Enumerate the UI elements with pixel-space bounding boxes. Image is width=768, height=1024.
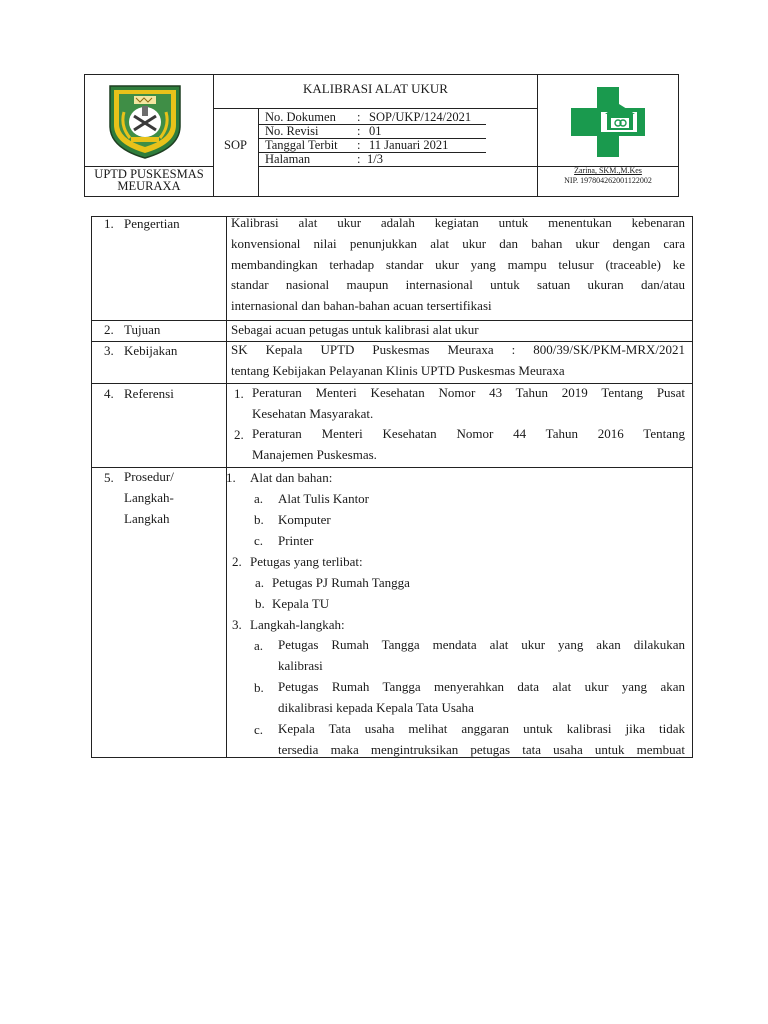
- row-label: Langkah-: [124, 489, 174, 505]
- puskesmas-logo-icon: [567, 84, 649, 160]
- meta-label-tanggal-terbit: Tanggal Terbit: [265, 138, 338, 152]
- sub-letter: c.: [254, 533, 264, 548]
- sub-letter: b.: [254, 680, 264, 695]
- text-line: internasional dan bahan-bahan acuan tersertifikasi: [231, 298, 492, 314]
- sub-letter: c.: [254, 722, 264, 737]
- sub-letter: a.: [254, 638, 264, 653]
- row-number: 2.: [104, 322, 114, 337]
- list-item-text: Peraturan Menteri Kesehatan Nomor 44 Tahun 2016 Tentang: [252, 426, 685, 441]
- meta-sep: :: [357, 110, 361, 124]
- signatory-name: Zarina, SKM.,M.Kes: [574, 166, 642, 175]
- sub-item-text: Petugas PJ Rumah Tangga: [272, 575, 410, 590]
- meta-value-no-revisi: 01: [369, 124, 382, 138]
- text-line: konvensional nilai penunjukkan alat ukur dan bahan ukur dengan cara: [231, 235, 685, 251]
- sub-letter: a.: [255, 575, 265, 590]
- row-label: Langkah: [124, 510, 170, 526]
- list-number: 1.: [234, 386, 244, 401]
- row-number: 5.: [104, 470, 114, 485]
- sub-item-text: Petugas Rumah Tangga mendata alat ukur yang akan dilakukan: [278, 637, 685, 652]
- meta-value-tanggal-terbit: 11 Januari 2021: [369, 138, 449, 152]
- list-number: 2.: [234, 427, 244, 442]
- section-number: 1.: [226, 470, 236, 485]
- row-label: Referensi: [124, 386, 174, 401]
- signatory-nip: NIP. 197804262001122002: [564, 175, 652, 185]
- row-label: Tujuan: [124, 322, 161, 337]
- row-number: 4.: [104, 386, 114, 401]
- meta-label-no-dokumen: No. Dokumen: [265, 110, 336, 124]
- text-line: standar nasional maupun internasional untuk satuan ukuran dan/atau: [231, 277, 685, 293]
- sub-letter: b.: [255, 596, 265, 611]
- meta-sep: :: [357, 152, 361, 166]
- section-title: Langkah-langkah:: [250, 617, 345, 632]
- row-number: 3.: [104, 343, 114, 358]
- text-line: Kalibrasi alat ukur adalah kegiatan untuk menentukan kebenaran: [231, 215, 685, 230]
- sub-item-text: Petugas Rumah Tangga menyerahkan data alat ukur yang akan: [278, 679, 685, 694]
- org-name-line1: UPTD PUSKESMAS: [94, 167, 204, 181]
- sub-item-text: Kepala TU: [272, 596, 330, 611]
- row-label: Prosedur/: [124, 469, 174, 484]
- sub-item-text: Komputer: [278, 512, 331, 527]
- list-item-text: Manajemen Puskesmas.: [252, 446, 377, 462]
- section-title: Petugas yang terlibat:: [250, 554, 363, 569]
- sub-item-text: dikalibrasi kepada Kepala Tata Usaha: [278, 699, 474, 715]
- meta-label-no-revisi: No. Revisi: [265, 124, 319, 138]
- section-title: Alat dan bahan:: [250, 470, 333, 485]
- section-number: 2.: [232, 554, 242, 569]
- text-line: membandingkan terhadap standar ukur yang mampu telusur (traceable) ke: [231, 256, 685, 272]
- meta-value-no-dokumen: SOP/UKP/124/2021: [369, 110, 472, 124]
- row-number: 1.: [104, 216, 114, 231]
- sub-item-text: kalibrasi: [278, 657, 323, 673]
- text-line: SK Kepala UPTD Puskesmas Meuraxa : 800/39/SK/PKM-MRX/2021: [231, 342, 685, 357]
- list-item-text: Kesehatan Masyarakat.: [252, 405, 374, 421]
- document-title: KALIBRASI ALAT UKUR: [303, 81, 448, 96]
- section-number: 3.: [232, 617, 242, 632]
- sub-item-text: Alat Tulis Kantor: [278, 491, 370, 506]
- meta-sep: :: [357, 124, 361, 138]
- sub-letter: b.: [254, 512, 264, 527]
- sop-label: SOP: [224, 138, 247, 152]
- text-line: tentang Kebijakan Pelayanan Klinis UPTD Puskesmas Meuraxa: [231, 362, 565, 378]
- regional-emblem-icon: [104, 82, 186, 160]
- sub-letter: a.: [254, 491, 264, 506]
- sub-item-text: tersedia maka mengintruksikan petugas tata usaha untuk membuat: [278, 741, 685, 757]
- sub-item-text: Kepala Tata usaha melihat anggaran untuk kalibrasi jika tidak: [278, 721, 685, 736]
- text-line: Sebagai acuan petugas untuk kalibrasi alat ukur: [231, 322, 479, 337]
- org-name-line2: MEURAXA: [117, 179, 181, 193]
- row-label: Pengertian: [124, 216, 180, 231]
- sub-item-text: Printer: [278, 533, 314, 548]
- meta-sep: :: [357, 138, 361, 152]
- meta-label-halaman: Halaman: [265, 152, 311, 166]
- row-label: Kebijakan: [124, 343, 178, 358]
- list-item-text: Peraturan Menteri Kesehatan Nomor 43 Tahun 2019 Tentang Pusat: [252, 385, 685, 400]
- meta-value-halaman: 1/3: [367, 152, 383, 166]
